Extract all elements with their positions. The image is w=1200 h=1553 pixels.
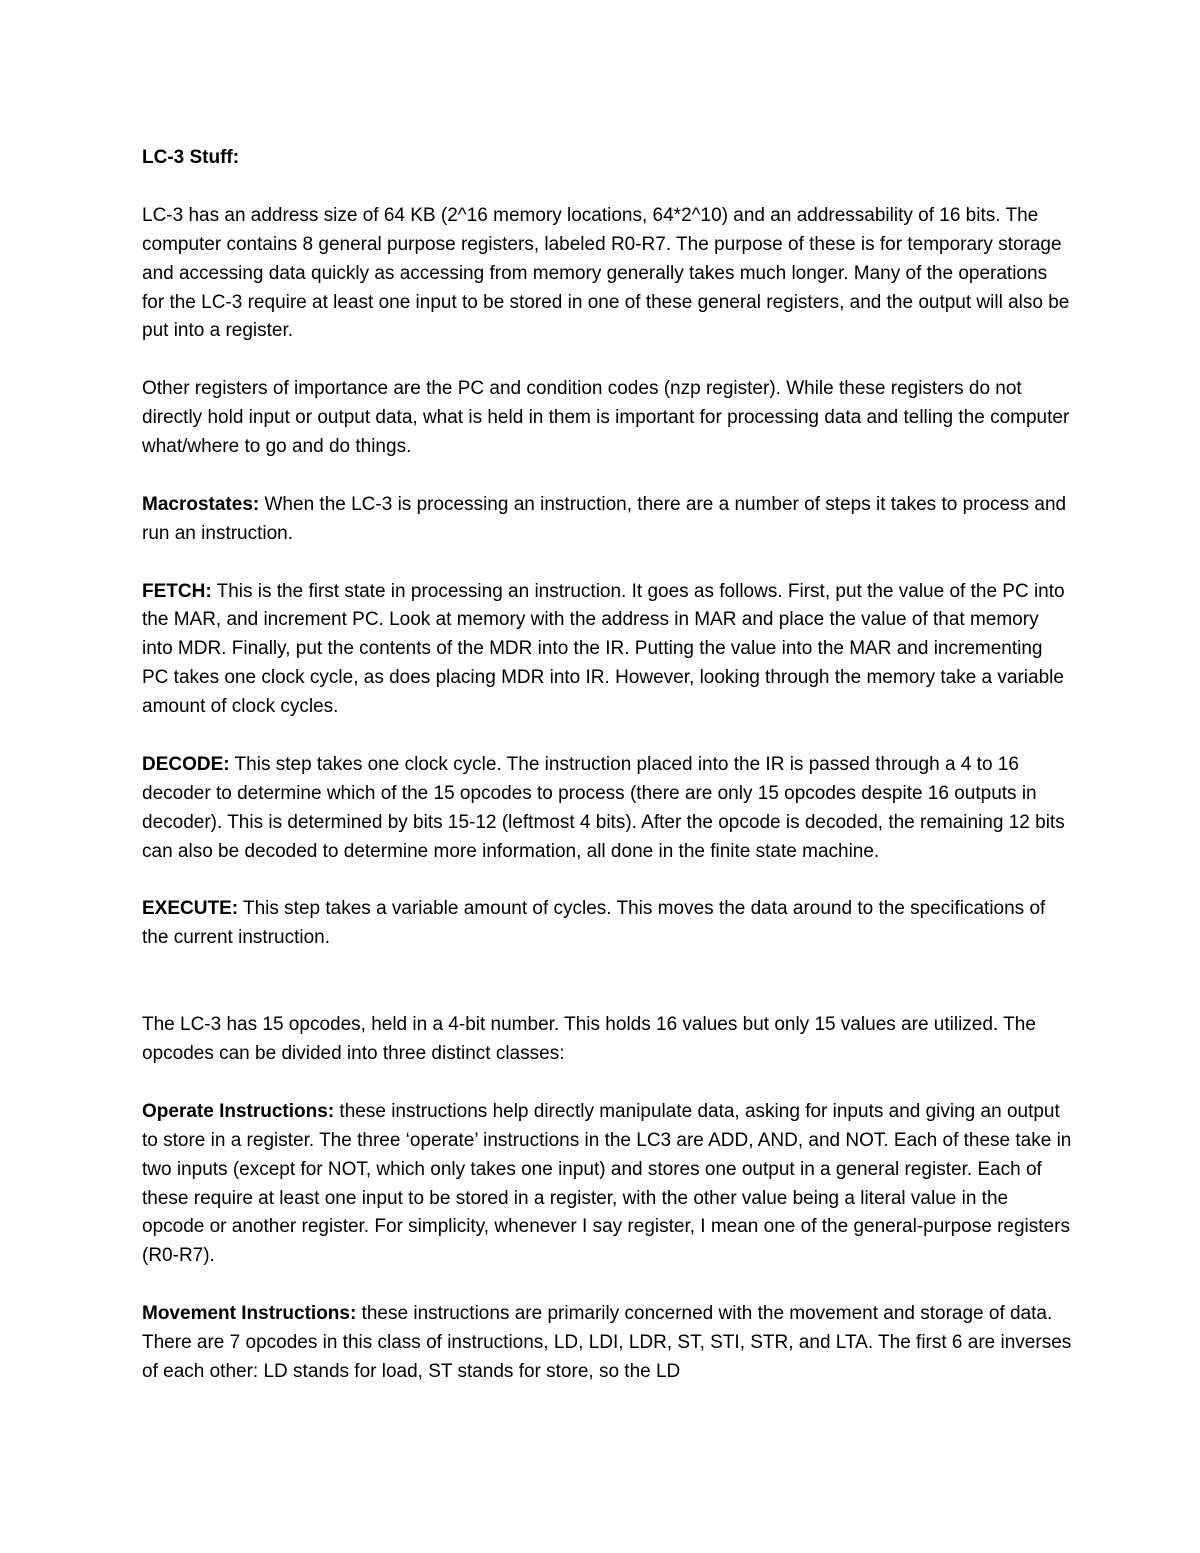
- title-text: LC-3 Stuff:: [142, 147, 240, 168]
- execute-label: EXECUTE:: [142, 898, 239, 920]
- execute-text: This step takes a variable amount of cycles. This moves the data around to the specifications of the current instruction.: [142, 898, 1046, 949]
- fetch-paragraph: [142, 578, 1072, 723]
- operate-label: Operate Instructions:: [142, 1100, 335, 1122]
- macrostates-text: When the LC-3 is processing an instruction, there are a number of steps it takes to process and run an instruction.: [142, 493, 1067, 544]
- execute-paragraph: [142, 895, 1072, 953]
- fetch-label: FETCH:: [142, 580, 212, 602]
- decode-label: DECODE:: [142, 753, 230, 775]
- intro-paragraph-2: Other registers of importance are the PC and condition codes (nzp register). While these registers do not directly hold input or output data, what is held in them is important for processing data and telling the computer what/where to go and do things.: [142, 378, 1070, 458]
- document-title: [142, 144, 1072, 173]
- operate-paragraph: [142, 1098, 1072, 1271]
- operate-text: these instructions help directly manipulate data, asking for inputs and giving an output to store in a register. The three ‘operate’ instructions in the LC3 are ADD, AND, and NOT. Each of these take in two inputs (except for NOT, which only takes one input) and stores one output in a general register. Each of these require at least one input to be stored in a register, with the other value being a literal value in the opcode or another register. For simplicity, whenever I say register, I mean one of the general-purpose registers (R0-R7).: [142, 1100, 1072, 1267]
- movement-text: these instructions are primarily concerned with the movement and storage of data. There are 7 opcodes in this class of instructions, LD, LDI, LDR, ST, STI, STR, and LTA. The first 6 are inverses of each other: LD stands for load, ST stands for store, so the LD: [142, 1303, 1072, 1382]
- opcodes-intro-paragraph: The LC-3 has 15 opcodes, held in a 4-bit number. This holds 16 values but only 15 values are utilized. The opcodes can be divided into three distinct classes:: [142, 1014, 1036, 1064]
- macrostates-paragraph: [142, 491, 1072, 549]
- decode-paragraph: [142, 751, 1072, 867]
- movement-paragraph: [142, 1300, 1072, 1387]
- macrostates-label: Macrostates:: [142, 493, 260, 515]
- decode-text: This step takes one clock cycle. The instruction placed into the IR is passed through a 4 to 16 decoder to determine which of the 15 opcodes to process (there are only 15 opcodes despite 16 outputs in decoder). This is determined by bits 15-12 (leftmost 4 bits). After the opcode is decoded, the remaining 12 bits can also be decoded to determine more information, all done in the finite state machine.: [142, 753, 1065, 862]
- document-body: [142, 144, 1072, 1416]
- movement-label: Movement Instructions:: [142, 1303, 357, 1325]
- intro-paragraph-1: LC-3 has an address size of 64 KB (2^16 memory locations, 64*2^10) and an addressability of 16 bits. The computer contains 8 general purpose registers, labeled R0-R7. The purpose of these is for temporary storage and accessing data quickly as accessing from memory generally takes much longer. Many of the operations for the LC-3 require at least one input to be stored in one of these general registers, and the output will also be put into a register.: [142, 204, 1070, 342]
- fetch-text: This is the first state in processing an instruction. It goes as follows. First, put the value of the PC into the MAR, and increment PC. Look at memory with the address in MAR and place the value of that memory into MDR. Finally, put the contents of the MDR into the IR. Putting the value into the MAR and incrementing PC takes one clock cycle, as does placing MDR into IR. However, looking through the memory take a variable amount of clock cycles.: [142, 580, 1065, 718]
